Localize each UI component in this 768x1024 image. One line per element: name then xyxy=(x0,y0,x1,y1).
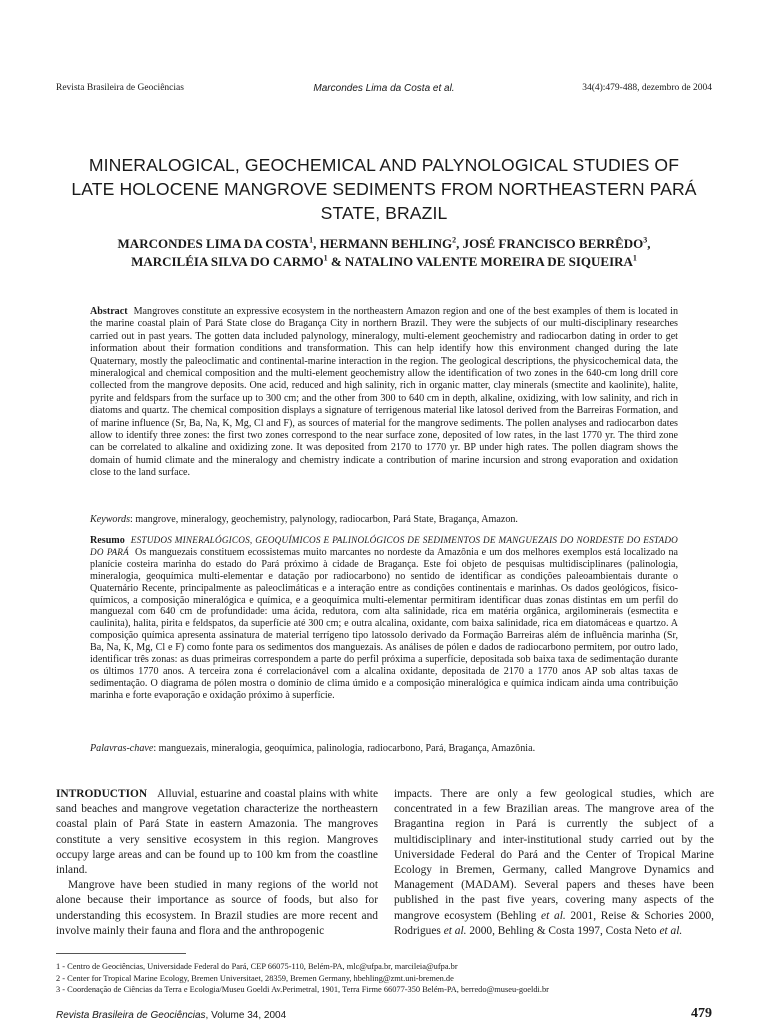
footnote-divider xyxy=(56,953,186,954)
author-name: HERMANN BEHLING xyxy=(319,236,453,251)
paragraph-text: impacts. There are only a few geological studies, which are concentrated in a few Brazilian areas. The mangrove area of the Bragantina region in Pará is currently the subject of a multidisciplinary and inter-institutional study carried out by the Universidade Federal do Pará and the Center of Tropical Marine Ecology in Bremen, Germany, called Mangrove Dynamics and Management (MADAM). Several papers and theses have been published in the past five years, covering many aspects of the mangrove ecosystem (Behling xyxy=(394,788,714,922)
author-separator: , xyxy=(647,236,651,251)
author-name: JOSÉ FRANCISCO BERRÊDO xyxy=(462,236,644,251)
introduction-left-column xyxy=(56,787,378,939)
keywords-label: Keywords xyxy=(90,514,131,525)
author-affiliation: 1 xyxy=(309,235,314,245)
keywords-text: : mangrove, mineralogy, geochemistry, palynology, radiocarbon, Pará State, Bragança, Amazon. xyxy=(130,514,518,525)
author-affiliation: 1 xyxy=(323,253,328,263)
footnotes xyxy=(56,961,716,996)
abstract-text: Mangroves constitute an expressive ecosystem in the northeastern Amazon region and one of the best examples of them is located in the marine coastal plain of Pará State close do Bragança City in northern Brazil. They were the subjects of our multi-disciplinary researches carried out in past years. The gotten data included palynology, mineralogy, multi-element geochemistry and radiocarbon dating in order to get information about their formation conditions and transformation. This can help identify how this environment changed during the late Quaternary, mostly the paleoclimatic and continental-marine interaction in the region. The geological descriptions, the physicochemical data, the mineralogical and chemical composition and the multi-element geochemistry allow the identification of two zones in the 640-cm long drill core collected from the mangrove deposits. One acid, reduced and high salinity, rich in organic matter, clay minerals (smectite and kaolinite), halite, pyrite and feldspars from the surface up to 300 cm; and the other from 300 to 640 cm in depth, alkaline, oxidizing, with low salinity, and rich in diatoms and quartz. The chemical composition displays a signature of terrigenous material like latosol derived from the Barreiras Formation, and of marine influence (Sr, Ba, Na, K, Mg, Cl and F), as sources of material for the mangrove sediments. The pollen analyses and radiocarbon dates allow to identify three zones: the first two zones correspond to the near surface zone, deposited of low rates, in the last 1770 yr. The third zone can be correlated to alkaline and oxidizing zone. It was deposited from 2170 to 1770 yr. BP under high rates. The pollen diagram shows the domain of humid climate and the mineralogy and chemistry indicate a contribution of marine incursion and strong evaporation and oxidation close to the land surface. xyxy=(90,306,678,479)
author-list xyxy=(40,235,728,271)
footer-citation xyxy=(56,1010,286,1021)
citation-etal: et al. xyxy=(541,909,566,922)
header-issue: 34(4):479-488, dezembro de 2004 xyxy=(582,83,712,93)
running-header xyxy=(56,83,712,97)
resumo-text: Os manguezais constituem ecossistemas muito marcantes no nordeste da Amazônia e um dos melhores exemplos está localizado na planície costeira marinha do estado do Pará próximo à cidade de Bragança. Este foi objeto de pesquisas multidisciplinares (palinologia, mineralogia, geoquímica multi-elementar e datação por radiocarbono) no sentido de identificar as condições paleoambientais durante o Quaternário Recente, principalmente as paleoclimáticas e a interação entre as condições continentais e marinhas. Os dados geológicos, físico-químicos, a composição mineralógica e química, e a geoquímica multi-elementar permitiram identificar duas zonas distintas em um perfil do manguezal com 640 cm de profundidade: uma ácida, redutora, com alta salinidade, rica em matéria orgânica, argilominerais (esmectita e caulinita), halita, pirita e feldspatos, da superfície até 300 cm; e outra alcalina, oxidante, com baixa salinidade, rica em diatomáceas e quartzo. A composição química apresenta assinatura de material terrígeno tipo latossolo derivado da Formação Barreiras além de influência marinha (Sr, Ba, Na, K, Mg, Cl e F) como fonte para os sedimentos dos manguezais. As análises de pólen e dados de radiocarbono permitem, por outro lado, identificar três zonas: as duas primeiras correspondem a parte do perfil próxima a superfície, depositada sob baixa taxa de sedimentação durante os últimos 1770 anos. A terceira zona é correlacionável com a alcalina oxidante, depositada de 2170 a 1770 anos AP sob altas taxas de sedimentação. O diagrama de pólen mostra o domínio de clima úmido e a composição mineralógica e química indicam ainda uma contribuição marinha e forte evaporação e oxidação próximo à superfície. xyxy=(90,546,678,701)
article-title xyxy=(40,153,728,225)
author-separator: , xyxy=(456,236,463,251)
palavras-chave xyxy=(90,743,678,755)
paragraph-text: 2000, Behling & Costa 1997, Costa Neto xyxy=(466,924,660,937)
title-line: LATE HOLOCENE MANGROVE SEDIMENTS FROM NORTHEASTERN PARÁ xyxy=(71,179,697,199)
paragraph xyxy=(56,787,378,878)
author-affiliation: 3 xyxy=(643,235,648,245)
keywords xyxy=(90,514,678,526)
author-separator: & xyxy=(327,254,345,269)
palavras-label: Palavras-chave xyxy=(90,743,154,754)
footnote: 3 - Coordenação de Ciências da Terra e Ecologia/Museu Goeldi Av.Perimetral, 1901, Terra Firme 66077-350 Belém-PA, berredo@museu-goeldi.br xyxy=(56,985,549,995)
author-name: MARCONDES LIMA DA COSTA xyxy=(117,236,310,251)
footnote: 1 - Centro de Geociências, Universidade Federal do Pará, CEP 66075-110, Belém-PA, mlc@ufpa.br, marcileia@ufpa.br xyxy=(56,962,458,971)
citation-etal: et al. xyxy=(443,924,467,937)
title-line: STATE, BRAZIL xyxy=(320,203,448,223)
author-line-1 xyxy=(40,235,728,253)
title-line: MINERALOGICAL, GEOCHEMICAL AND PALYNOLOGICAL STUDIES OF xyxy=(88,155,680,175)
header-authors: Marcondes Lima da Costa et al. xyxy=(313,83,455,94)
abstract xyxy=(90,306,678,480)
author-name: MARCILÉIA SILVA DO CARMO xyxy=(131,254,324,269)
introduction-right-column xyxy=(394,787,714,939)
author-name: NATALINO VALENTE MOREIRA DE SIQUEIRA xyxy=(344,254,633,269)
footnote: 2 - Center for Tropical Marine Ecology, Bremen Universitaet, 28359, Bremen Germany, hbehling@zmt.uni-bremen.de xyxy=(56,973,454,983)
paragraph-text: Alluvial, estuarine and coastal plains with white sand beaches and mangrove vegetation characterize the northeastern coastal plain of Pará State in eastern Amazonia. The mangroves constitute a very sensitive ecosystem in this region. Mangroves occupy large areas and can be found up to 100 km from the coastline inland. xyxy=(56,788,378,877)
author-line-2 xyxy=(40,253,728,271)
paragraph: Mangrove have been studied in many regions of the world not alone because their importance as source of foods, but also for understanding this ecosystem. In Brazil studies are more recent and involve mainly their fauna and flora and the anthropogenic xyxy=(56,879,378,937)
header-journal: Revista Brasileira de Geociências xyxy=(56,83,184,93)
footer-volume: , Volume 34, 2004 xyxy=(205,1010,287,1021)
footer-journal: Revista Brasileira de Geociências xyxy=(56,1010,206,1021)
paragraph xyxy=(394,787,714,939)
palavras-text: : manguezais, mineralogia, geoquímica, palinologia, radiocarbono, Pará, Bragança, Amazônia. xyxy=(153,743,536,754)
abstract-label: Abstract xyxy=(90,306,128,317)
resumo-title: ESTUDOS MINERALÓGICOS, GEOQUÍMICOS E PALINOLÓGICOS DE SEDIMENTOS DE MANGUEZAIS DO NORDESTE DO ESTADO DO PARÁ xyxy=(90,535,678,557)
resumo-label: Resumo xyxy=(90,535,125,546)
section-heading: INTRODUCTION xyxy=(56,788,148,800)
author-affiliation: 1 xyxy=(632,253,637,263)
citation-etal: et al. xyxy=(659,924,683,937)
author-separator: , xyxy=(313,236,320,251)
page-number: 479 xyxy=(691,1006,712,1021)
resumo xyxy=(90,535,678,702)
paragraph-text: 2001, Reise & Schories 2000, Rodrigues xyxy=(394,909,714,937)
author-affiliation: 2 xyxy=(452,235,457,245)
